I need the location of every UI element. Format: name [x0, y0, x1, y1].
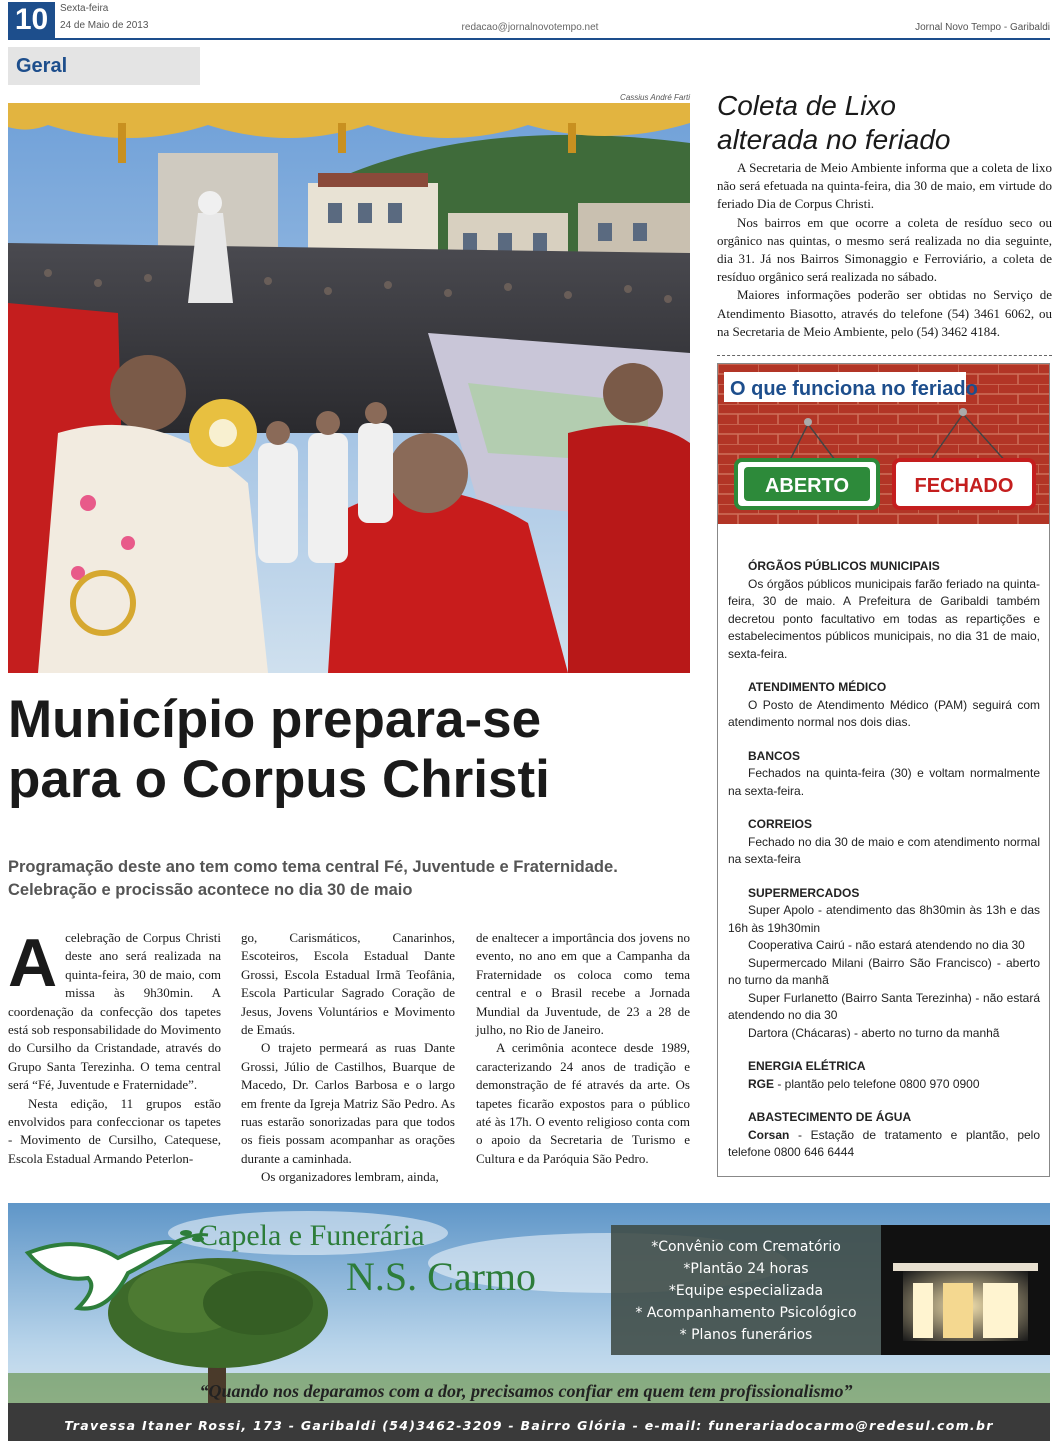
article-paragraph: de enaltecer a importância dos jovens no evento, no ano em que a Campanha da Fraternidade os coloca como tema central e o Brasil recebe a Jornada Mundial da Juventude, de 23 a 28 de julho, no Rio de Janeiro. [476, 930, 690, 1038]
feriado-item-title: CORREIOS [748, 817, 813, 831]
feriado-item-title: ATENDIMENTO MÉDICO [748, 680, 887, 694]
sign-fechado: FECHADO [914, 475, 1014, 497]
page-number: 10 [8, 2, 55, 38]
feriado-item-line: Fechado no dia 30 de maio e com atendimento normal na sexta-feira [728, 834, 1040, 866]
feriado-item-line: Supermercado Milani (Bairro São Francisco) - aberto no turno da manhã [728, 955, 1040, 987]
feriado-banner [718, 364, 1049, 544]
article-paragraph: go, Carismáticos, Canarinhos, Escoteiros, Escola Estadual Dante Grossi, Escola Estadual Irmã Teofânia, Escola Particular Sagrado Coração de Jesus, Jovens Voluntários e Movimento de Emaús. [241, 930, 455, 1038]
headline-line-1: Município prepara-se [8, 690, 542, 749]
header-newspaper-name: Jornal Novo Tempo - Garibaldi [915, 22, 1050, 33]
chapel-building-icon [893, 1263, 1038, 1341]
feriado-list [728, 558, 1040, 1178]
header-day: Sexta-feira [60, 3, 109, 14]
feriado-item-title: BANCOS [748, 748, 801, 763]
article-subhead: Programação deste ano tem como tema central Fé, Juventude e Fraternidade. Celebração e procissão acontece no dia 30 de maio [8, 858, 618, 899]
feriado-item-company: RGE [748, 1076, 775, 1091]
article-paragraph: celebração de Corpus Christi deste ano será realizada na quinta-feira, 30 de maio, com missa às 9h30min. A coordenação da confecção dos tapetes está sob responsabilidade do Movimento do Cursilho da Cristandade, através do Grupo Santa Terezinha. O tema central será “Fé, Juventude e Fraternidade”. [8, 930, 221, 1093]
lixo-paragraph: A Secretaria de Meio Ambiente informa que a coleta de lixo não será efetuada na quinta-feira, dia 30 de maio, em virtude do feriado Dia de Corpus Christi. [717, 160, 1052, 212]
lixo-paragraph: Nos bairros em que ocorre a coleta de resíduo seco ou orgânico nas quintas, o mesmo será realizada no dia seguinte, dia 31. Já nos Bairros Simonaggio e Ferroviário, a coleta de resíduo orgânico será realizada no sábado. [717, 214, 1052, 285]
feriado-item [728, 1058, 1040, 1093]
article-paragraph: Os organizadores lembram, ainda, [261, 1169, 439, 1185]
feriado-item [728, 748, 1040, 801]
feriado-banner-title: O que funciona no feriado [730, 378, 978, 400]
lixo-paragraph: Maiores informações poderão ser obtidas no Serviço de Atendimento Biasotto, através do telefone (54) 3461 6062, ou na Secretaria de Meio Ambiente, pelo (54) 3462 4184. [717, 287, 1052, 339]
article-headline [8, 690, 698, 810]
ad-name-line-2: N.S. Carmo [346, 1254, 536, 1299]
main-photo [8, 103, 690, 673]
feriado-item [728, 816, 1040, 869]
article-column-1 [8, 925, 221, 1168]
feriado-item-line: Super Furlanetto (Bairro Santa Terezinha) - não estará atendendo no dia 30 [728, 990, 1040, 1022]
header-email-link[interactable]: redacao@jornalnovotempo.net [461, 22, 599, 33]
lixo-title-line-2: alterada no feriado [717, 124, 951, 155]
ad-name-line-1: Capela e Funerária [198, 1219, 425, 1252]
lixo-body [717, 159, 1052, 341]
lixo-title [717, 89, 1052, 157]
article-paragraph: A cerimônia acontece desde 1989, caracterizando 24 anos de tradição e demonstração de fé através da arte. Os tapetes ficarão expostos para o público até às 17h. O evento religioso conta com o apoio da Secretaria de Turismo e Cultura e da Paróquia São Pedro. [476, 1040, 690, 1166]
lixo-title-line-1: Coleta de Lixo [717, 90, 897, 121]
section-label: Geral [8, 47, 200, 85]
ad-service: * Acompanhamento Psicológico [635, 1305, 857, 1321]
feriado-item [728, 1109, 1040, 1162]
feriado-item-line [728, 1076, 1040, 1094]
feriado-item-line: Cooperativa Cairú - não estará atendendo no dia 30 [748, 938, 1025, 952]
photo-credit: Cassius André Farti [620, 93, 690, 102]
ad-service: * Planos funerários [679, 1327, 813, 1343]
feriado-item-line: Dartora (Chácaras) - aberto no turno da manhã [748, 1025, 1000, 1040]
feriado-item [728, 558, 1040, 663]
feriado-item-line: Fechados na quinta-feira (30) e voltam normalmente na sexta-feira. [728, 766, 1040, 798]
feriado-item-title: ABASTECIMENTO DE ÁGUA [748, 1110, 912, 1124]
feriado-item-title: SUPERMERCADOS [748, 885, 860, 900]
lixo-divider [717, 355, 1052, 356]
procession-photo-icon [8, 103, 690, 673]
sign-aberto: ABERTO [764, 475, 850, 497]
feriado-item-title: ÓRGÃOS PÚBLICOS MUNICIPAIS [748, 559, 940, 573]
article-paragraph: Nesta edição, 11 grupos estão envolvidos para confeccionar os tapetes - Movimento de Cursilho, Catequese, Escola Estadual Armando Peterlon- [8, 1095, 221, 1166]
article-column-3 [476, 929, 690, 1168]
ad-service: *Equipe especializada [668, 1283, 824, 1299]
header-divider [8, 38, 1050, 40]
ad-address: Travessa Itaner Rossi, 173 - Garibaldi (54)3462-3209 - Bairro Glória - e-mail: funerariadocarmo@redesul.com.br [64, 1418, 994, 1433]
ad-quote: “Quando nos deparamos com a dor, precisamos confiar em quem tem profissionalismo” [199, 1381, 853, 1401]
feriado-item-line: Os órgãos públicos municipais farão feriado na quinta-feira, 30 de maio. A Prefeitura de Garibaldi também decretou ponto facultativo em todas as repartições e estabelecimentos públicos municipais, no dia 31 de maio, sexta-feira. [728, 576, 1040, 661]
funeral-home-ad [8, 1203, 1050, 1441]
feriado-item-title: ENERGIA ELÉTRICA [748, 1059, 866, 1073]
feriado-item [728, 679, 1040, 732]
headline-line-2: para o Corpus Christi [8, 750, 550, 809]
drop-cap: A [8, 925, 58, 1001]
feriado-item-line: Super Apolo - atendimento das 8h30min às 13h e das 16h às 19h30min [728, 903, 1040, 935]
ad-service: *Plantão 24 horas [683, 1261, 809, 1277]
feriado-item [728, 885, 1040, 1043]
article-paragraph: O trajeto permeará as ruas Dante Grossi, Júlio de Castilhos, Buarque de Macedo, Dr. Carlos Barbosa e o largo em frente da Igreja Matriz São Pedro. As ruas estarão sonorizadas para que todos os fieis possam acompanhar as orações durante a caminhada. [241, 1040, 455, 1166]
feriado-item-detail: - Estação de tratamento e plantão, pelo telefone 0800 646 6444 [728, 1127, 1040, 1159]
feriado-item-company: Corsan [748, 1127, 790, 1142]
feriado-item-line [728, 1127, 1040, 1162]
feriado-item-detail: - plantão pelo telefone 0800 970 0900 [774, 1076, 980, 1091]
article-column-2 [241, 929, 455, 1187]
feriado-item-line: O Posto de Atendimento Médico (PAM) seguirá com atendimento normal nos dois dias. [728, 697, 1040, 729]
ad-service: *Convênio com Crematório [651, 1239, 841, 1255]
header-date: 24 de Maio de 2013 [60, 20, 149, 31]
